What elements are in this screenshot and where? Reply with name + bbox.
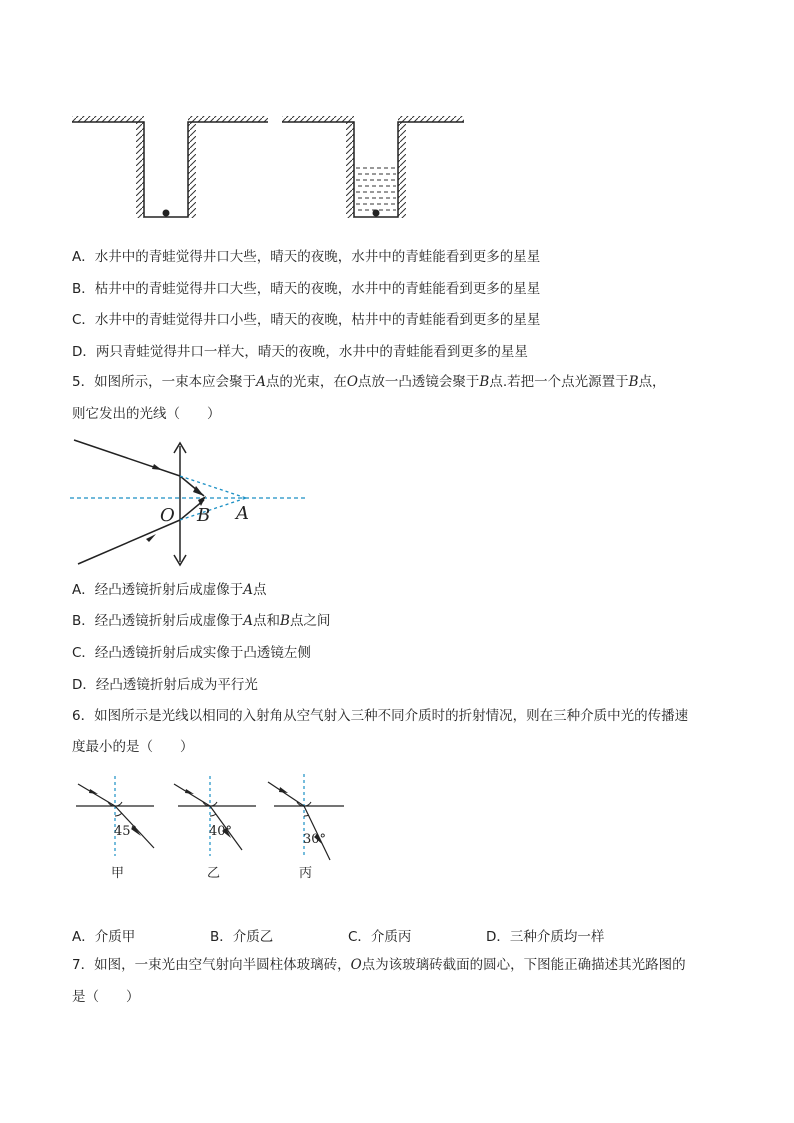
q5-option-a[interactable]: A．经凸透镜折射后成虚像于A点 bbox=[72, 582, 267, 598]
q6-stem-line2: 度最小的是（ ） bbox=[72, 739, 194, 755]
label-A: A bbox=[236, 503, 249, 524]
dry-well bbox=[72, 116, 268, 218]
q5-option-c[interactable]: C．经凸透镜折射后成实像于凸透镜左侧 bbox=[72, 645, 311, 661]
refraction-fig-jia bbox=[76, 776, 154, 856]
q5-option-d[interactable]: D．经凸透镜折射后成为平行光 bbox=[72, 677, 258, 693]
angle-label-bing: 30° bbox=[303, 832, 327, 847]
fig-name-bing: 丙 bbox=[299, 866, 313, 881]
q5-stem-line1: 5．如图所示，一束本应会聚于A点的光束，在O点放一凸透镜会聚于B点.若把一个点光源置于B点， bbox=[72, 374, 666, 390]
q4-option-b[interactable]: B．枯井中的青蛙觉得井口大些，晴天的夜晚，水井中的青蛙能看到更多的星星 bbox=[72, 281, 541, 297]
q5-stem-line2: 则它发出的光线（ ） bbox=[72, 406, 221, 422]
frog-dot bbox=[163, 210, 170, 217]
q4-option-a[interactable]: A．水井中的青蛙觉得井口大些，晴天的夜晚，水井中的青蛙能看到更多的星星 bbox=[72, 249, 541, 265]
q6-stem-line1: 6．如图所示是光线以相同的入射角从空气射入三种不同介质时的折射情况，则在三种介质中光的传播速 bbox=[72, 708, 689, 724]
incident-ray-bottom bbox=[78, 520, 180, 564]
refraction-figures bbox=[70, 770, 360, 870]
incident-ray-top bbox=[74, 440, 180, 476]
q6-option-a[interactable]: A．介质甲 bbox=[72, 929, 136, 945]
q6-option-d[interactable]: D．三种介质均一样 bbox=[486, 929, 605, 945]
lens bbox=[174, 443, 186, 565]
water-surface bbox=[356, 168, 396, 210]
water-well bbox=[282, 116, 464, 218]
wells-figure bbox=[70, 112, 470, 227]
frog-dot bbox=[373, 210, 380, 217]
angle-label-jia: 45° bbox=[114, 824, 138, 839]
fig-name-jia: 甲 bbox=[111, 866, 125, 881]
refraction-fig-bing bbox=[268, 774, 344, 860]
q4-option-c[interactable]: C．水井中的青蛙觉得井口小些，晴天的夜晚，枯井中的青蛙能看到更多的星星 bbox=[72, 312, 541, 328]
q7-stem-line1: 7．如图，一束光由空气射向半圆柱体玻璃砖，O点为该玻璃砖截面的圆心，下图能正确描述其光路图的 bbox=[72, 957, 686, 973]
q6-option-c[interactable]: C．介质丙 bbox=[348, 929, 412, 945]
q4-option-d[interactable]: D．两只青蛙觉得井口一样大，晴天的夜晚，水井中的青蛙能看到更多的星星 bbox=[72, 344, 528, 360]
refraction-fig-yi bbox=[174, 776, 256, 856]
fig-name-yi: 乙 bbox=[207, 866, 221, 881]
q5-option-b[interactable]: B．经凸透镜折射后成虚像于A点和B点之间 bbox=[72, 613, 331, 629]
q7-stem-line2: 是（ ） bbox=[72, 989, 140, 1005]
q6-option-b[interactable]: B．介质乙 bbox=[210, 929, 274, 945]
angle-label-yi: 40° bbox=[209, 824, 233, 839]
convex-lens-figure bbox=[70, 438, 310, 568]
label-O: O bbox=[160, 505, 175, 526]
label-B: B bbox=[197, 505, 211, 526]
